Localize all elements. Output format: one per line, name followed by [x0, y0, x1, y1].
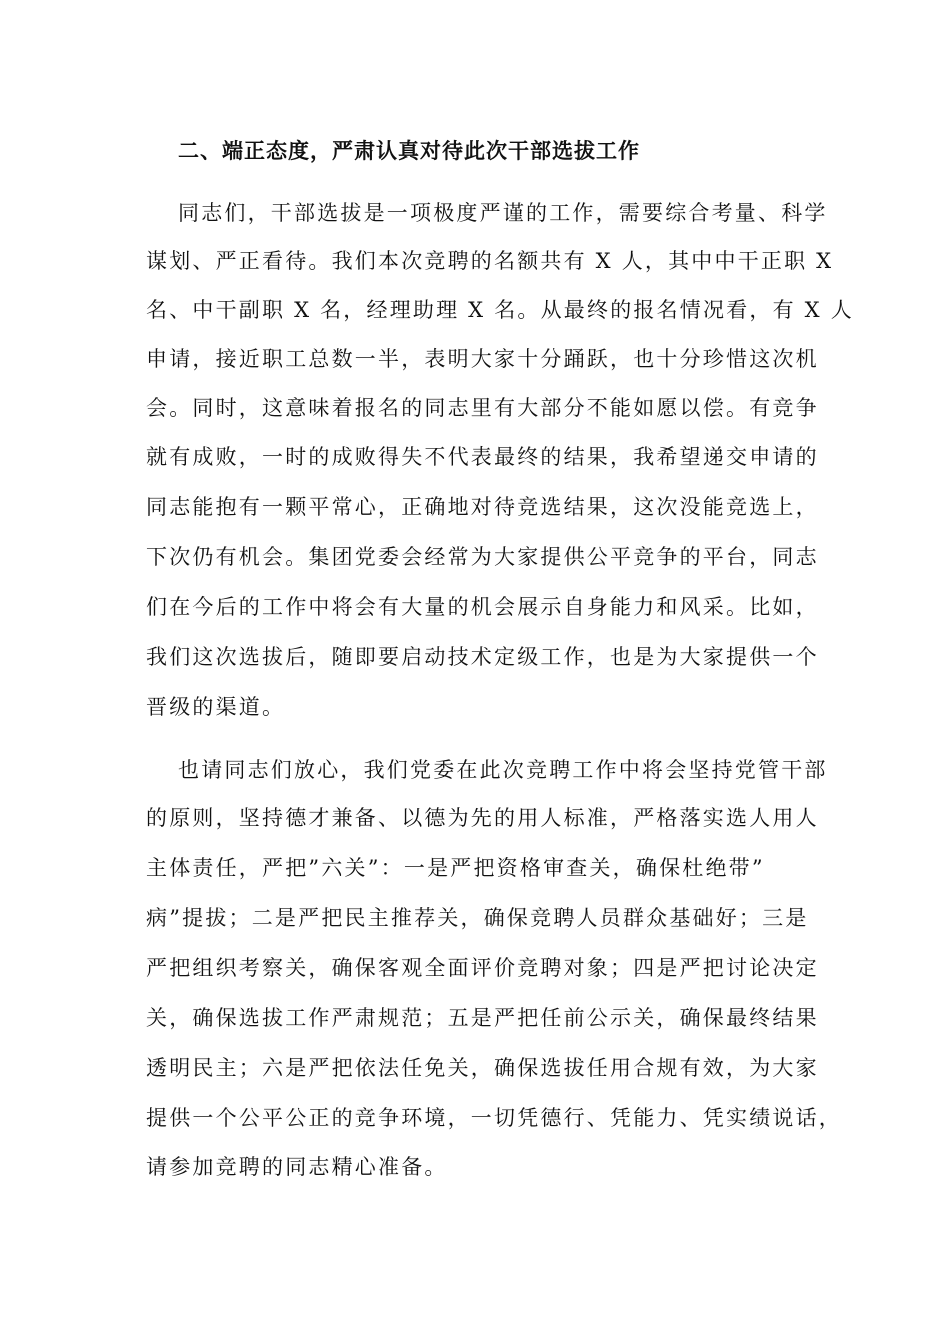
text-line: 主体责任，严把”六关”：一是严把资格审查关，确保杜绝带” — [146, 856, 765, 880]
section-heading: 二、端正态度，严肃认真对待此次干部选拔工作 — [178, 138, 640, 163]
text-line: 就有成败，一时的成败得失不代表最终的结果，我希望递交申请的 — [146, 445, 819, 469]
text-line: 严把组织考察关，确保客观全面评价竞聘对象；四是严把讨论决定 — [146, 956, 819, 980]
text-line: 同志们，干部选拔是一项极度严谨的工作，需要综合考量、科学 — [178, 201, 828, 225]
text-line: 同志能抱有一颗平常心，正确地对待竞选结果，这次没能竞选上， — [146, 495, 819, 519]
text-line: 的原则，坚持德才兼备、以德为先的用人标准，严格落实选人用人 — [146, 806, 819, 830]
text-line: 下次仍有机会。集团党委会经常为大家提供公平竞争的平台，同志 — [146, 545, 819, 569]
text-line: 名、中干副职 X 名，经理助理 X 名。从最终的报名情况看，有 X 人 — [146, 298, 854, 322]
text-line: 也请同志们放心，我们党委在此次竞聘工作中将会坚持党管干部 — [178, 758, 828, 782]
text-line: 我们这次选拔后，随即要启动技术定级工作，也是为大家提供一个 — [146, 645, 819, 669]
text-line: 关，确保选拔工作严肃规范；五是严把任前公示关，确保最终结果 — [146, 1006, 819, 1030]
text-line: 透明民主；六是严把依法任免关，确保选拔任用合规有效，为大家 — [146, 1056, 819, 1080]
text-line: 谋划、严正看待。我们本次竞聘的名额共有 X 人，其中中干正职 X — [146, 249, 834, 273]
text-line: 申请，接近职工总数一半，表明大家十分踊跃，也十分珍惜这次机 — [146, 347, 819, 371]
text-line: 提供一个公平公正的竞争环境，一切凭德行、凭能力、凭实绩说话， — [146, 1106, 842, 1130]
text-line: 晋级的渠道。 — [146, 695, 286, 719]
text-line: 请参加竞聘的同志精心准备。 — [146, 1155, 448, 1179]
text-line: 病”提拔；二是严把民主推荐关，确保竞聘人员群众基础好；三是 — [146, 906, 809, 930]
text-line: 会。同时，这意味着报名的同志里有大部分不能如愿以偿。有竞争 — [146, 396, 819, 420]
text-line: 们在今后的工作中将会有大量的机会展示自身能力和风采。比如， — [146, 595, 819, 619]
